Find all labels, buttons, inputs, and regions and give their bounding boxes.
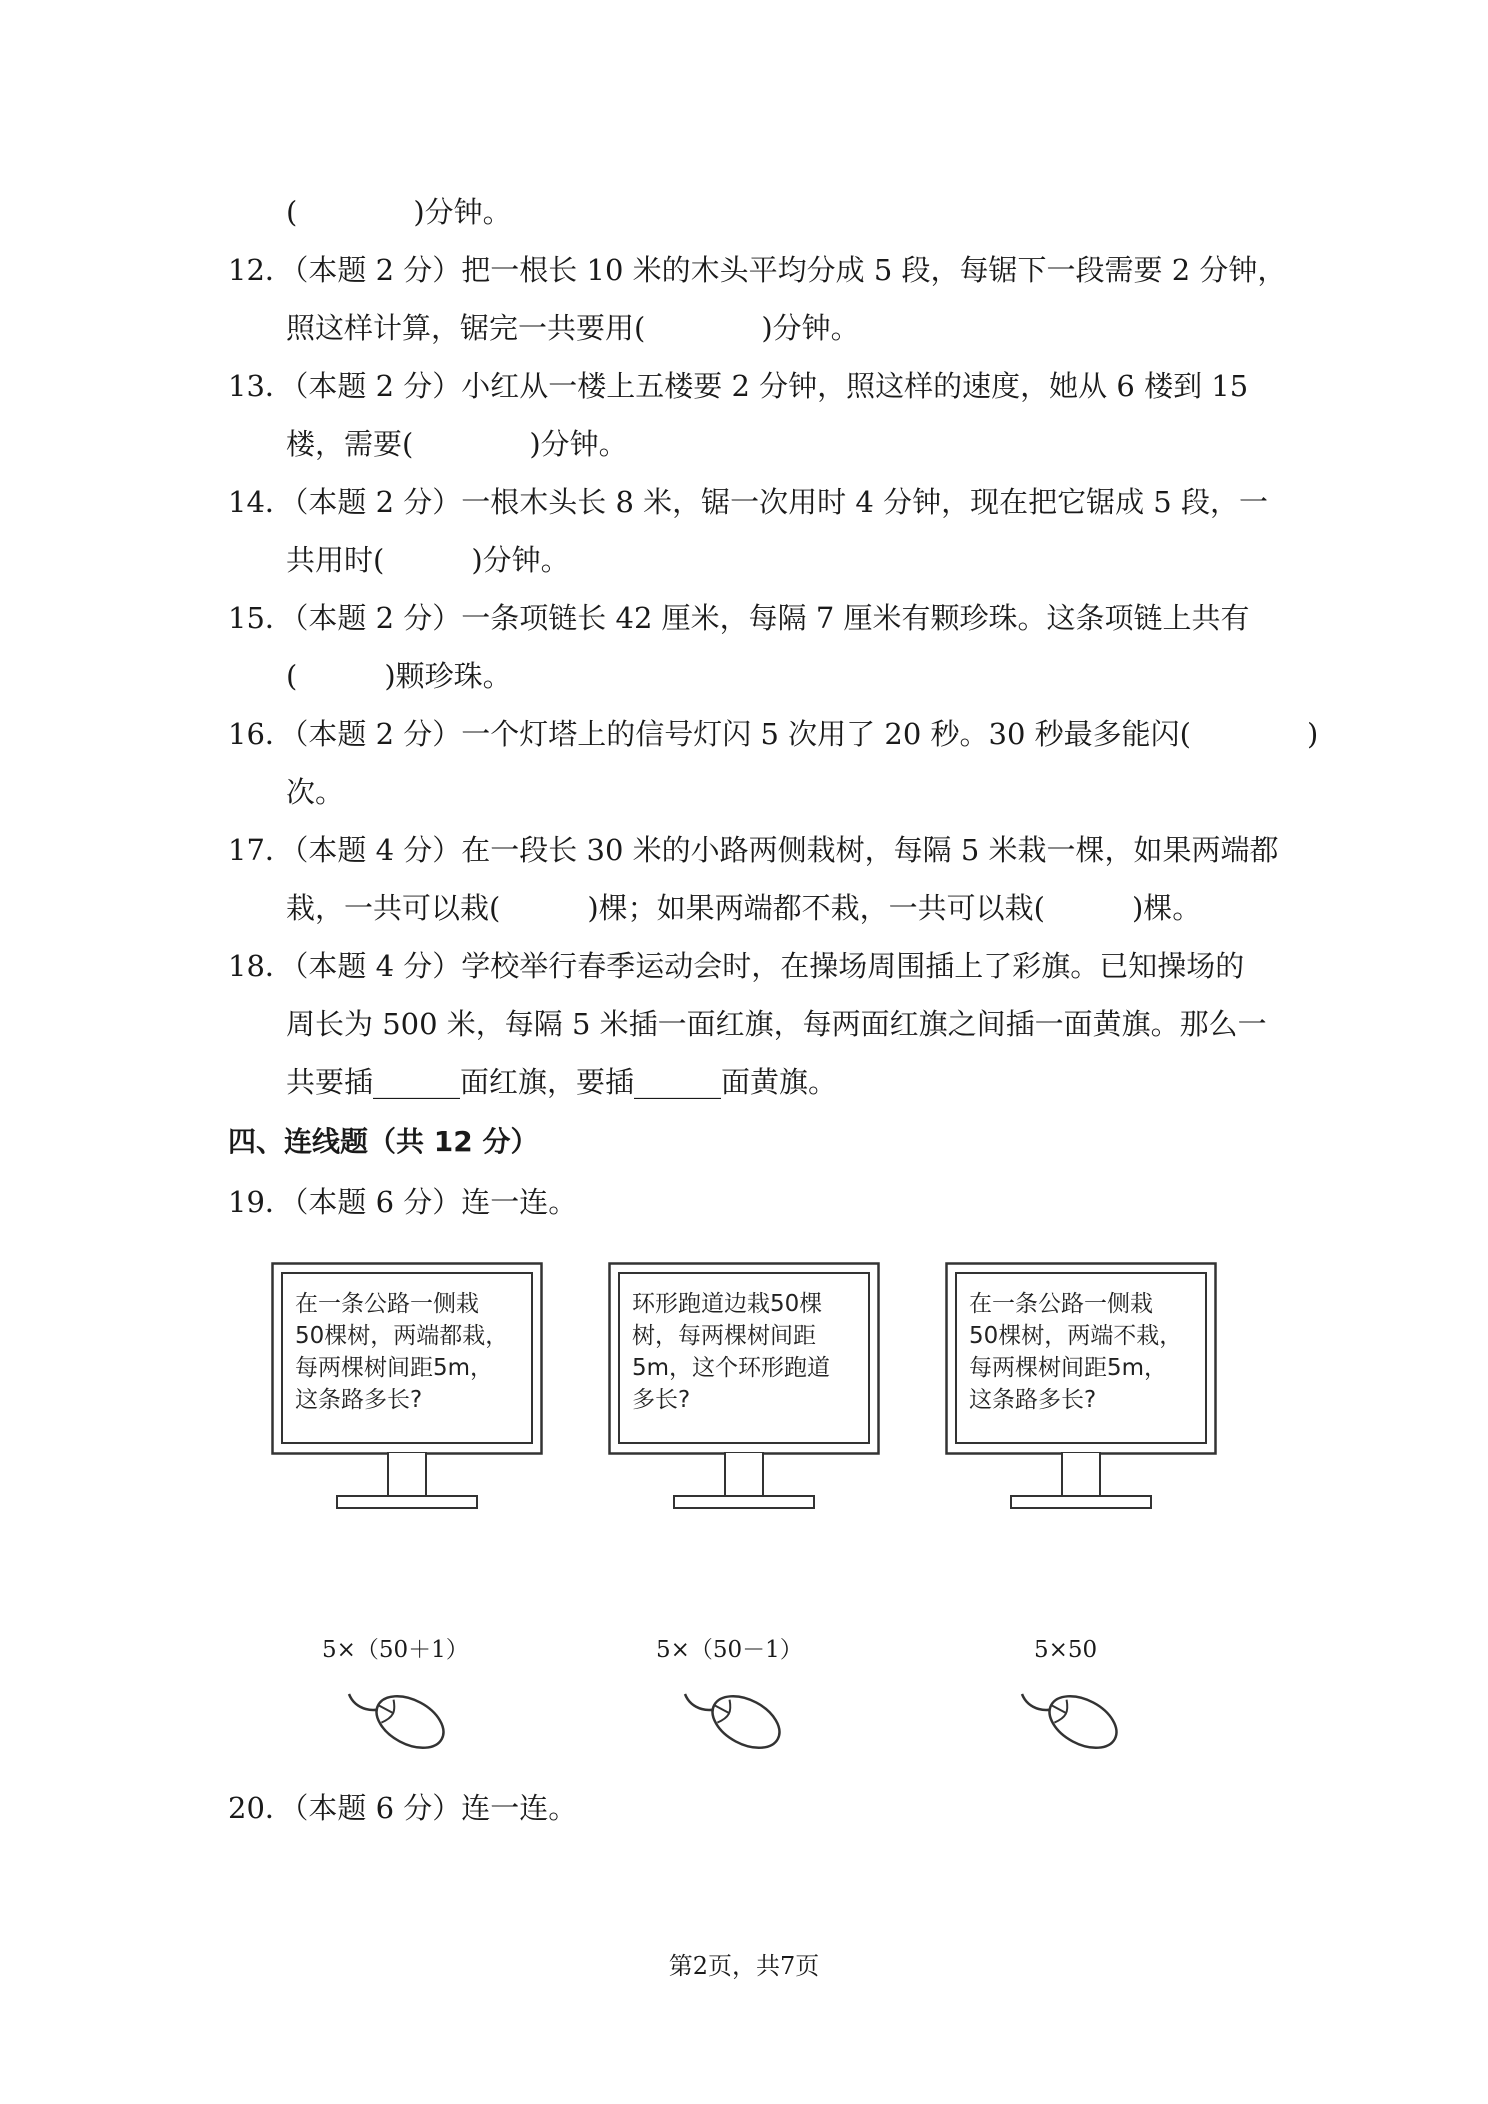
q18-line-3: 共要插______面红旗，要插______面黄旗。 xyxy=(286,1065,838,1099)
expression-3: 5×50 xyxy=(1034,1637,1098,1663)
monitor-3-text: 在一条公路一侧栽 50棵树，两端不栽， 每两棵树间距5m， 这条路多长? xyxy=(969,1291,1183,1413)
expression-2: 5×（50－1） xyxy=(656,1637,803,1663)
mouse-icon xyxy=(1018,1680,1128,1760)
q14-line-2: 共用时( )分钟。 xyxy=(286,543,570,577)
monitor-2-text: 环形跑道边栽50棵 树，每两棵树间距 5m，这个环形跑道 多长? xyxy=(632,1291,831,1413)
q11-answer-line: ( )分钟。 xyxy=(286,195,512,229)
page-footer: 第2页，共7页 xyxy=(668,1952,820,1980)
q15-line-1: 15．（本题 2 分）一条项链长 42 厘米，每隔 7 厘米有颗珍珠。这条项链上共有 xyxy=(228,601,1250,635)
q19-title: 19．（本题 6 分）连一连。 xyxy=(228,1185,578,1219)
expression-1: 5×（50＋1） xyxy=(322,1637,469,1663)
mouse-icon xyxy=(681,1680,791,1760)
q15-line-2: ( )颗珍珠。 xyxy=(286,659,512,693)
monitor-2-stand xyxy=(608,1452,880,1512)
monitor-3 xyxy=(945,1262,1217,1472)
q12-line-1: 12．（本题 2 分）把一根长 10 米的木头平均分成 5 段，每锯下一段需要 2 分钟， xyxy=(228,253,1287,287)
section-title: 四、连线题（共 12 分） xyxy=(228,1125,539,1158)
q16-line-1: 16．（本题 2 分）一个灯塔上的信号灯闪 5 次用了 20 秒。30 秒最多能闪( ) xyxy=(228,717,1319,751)
q13-line-2: 楼，需要( )分钟。 xyxy=(286,427,628,461)
q17-line-1: 17．（本题 4 分）在一段长 30 米的小路两侧栽树，每隔 5 米栽一棵，如果两端都 xyxy=(228,833,1279,867)
monitor-1 xyxy=(271,1262,543,1472)
monitor-2 xyxy=(608,1262,880,1472)
q12-line-2: 照这样计算，锯完一共要用( )分钟。 xyxy=(286,311,860,345)
q14-line-1: 14．（本题 2 分）一根木头长 8 米，锯一次用时 4 分钟，现在把它锯成 5 段，一 xyxy=(228,485,1268,519)
q13-line-1: 13．（本题 2 分）小红从一楼上五楼要 2 分钟，照这样的速度，她从 6 楼到 15 xyxy=(228,369,1249,403)
monitor-3-stand xyxy=(945,1452,1217,1512)
mouse-icon xyxy=(345,1680,455,1760)
q16-line-2: 次。 xyxy=(286,775,345,809)
monitor-1-stand xyxy=(271,1452,543,1512)
q20-title: 20．（本题 6 分）连一连。 xyxy=(228,1791,578,1825)
q18-line-2: 周长为 500 米，每隔 5 米插一面红旗，每两面红旗之间插一面黄旗。那么一 xyxy=(286,1007,1267,1041)
monitor-1-text: 在一条公路一侧栽 50棵树，两端都栽， 每两棵树间距5m， 这条路多长? xyxy=(295,1291,509,1413)
q18-line-1: 18．（本题 4 分）学校举行春季运动会时，在操场周围插上了彩旗。已知操场的 xyxy=(228,949,1245,983)
q17-line-2: 栽，一共可以栽( )棵；如果两端都不栽，一共可以栽( )棵。 xyxy=(286,891,1202,925)
